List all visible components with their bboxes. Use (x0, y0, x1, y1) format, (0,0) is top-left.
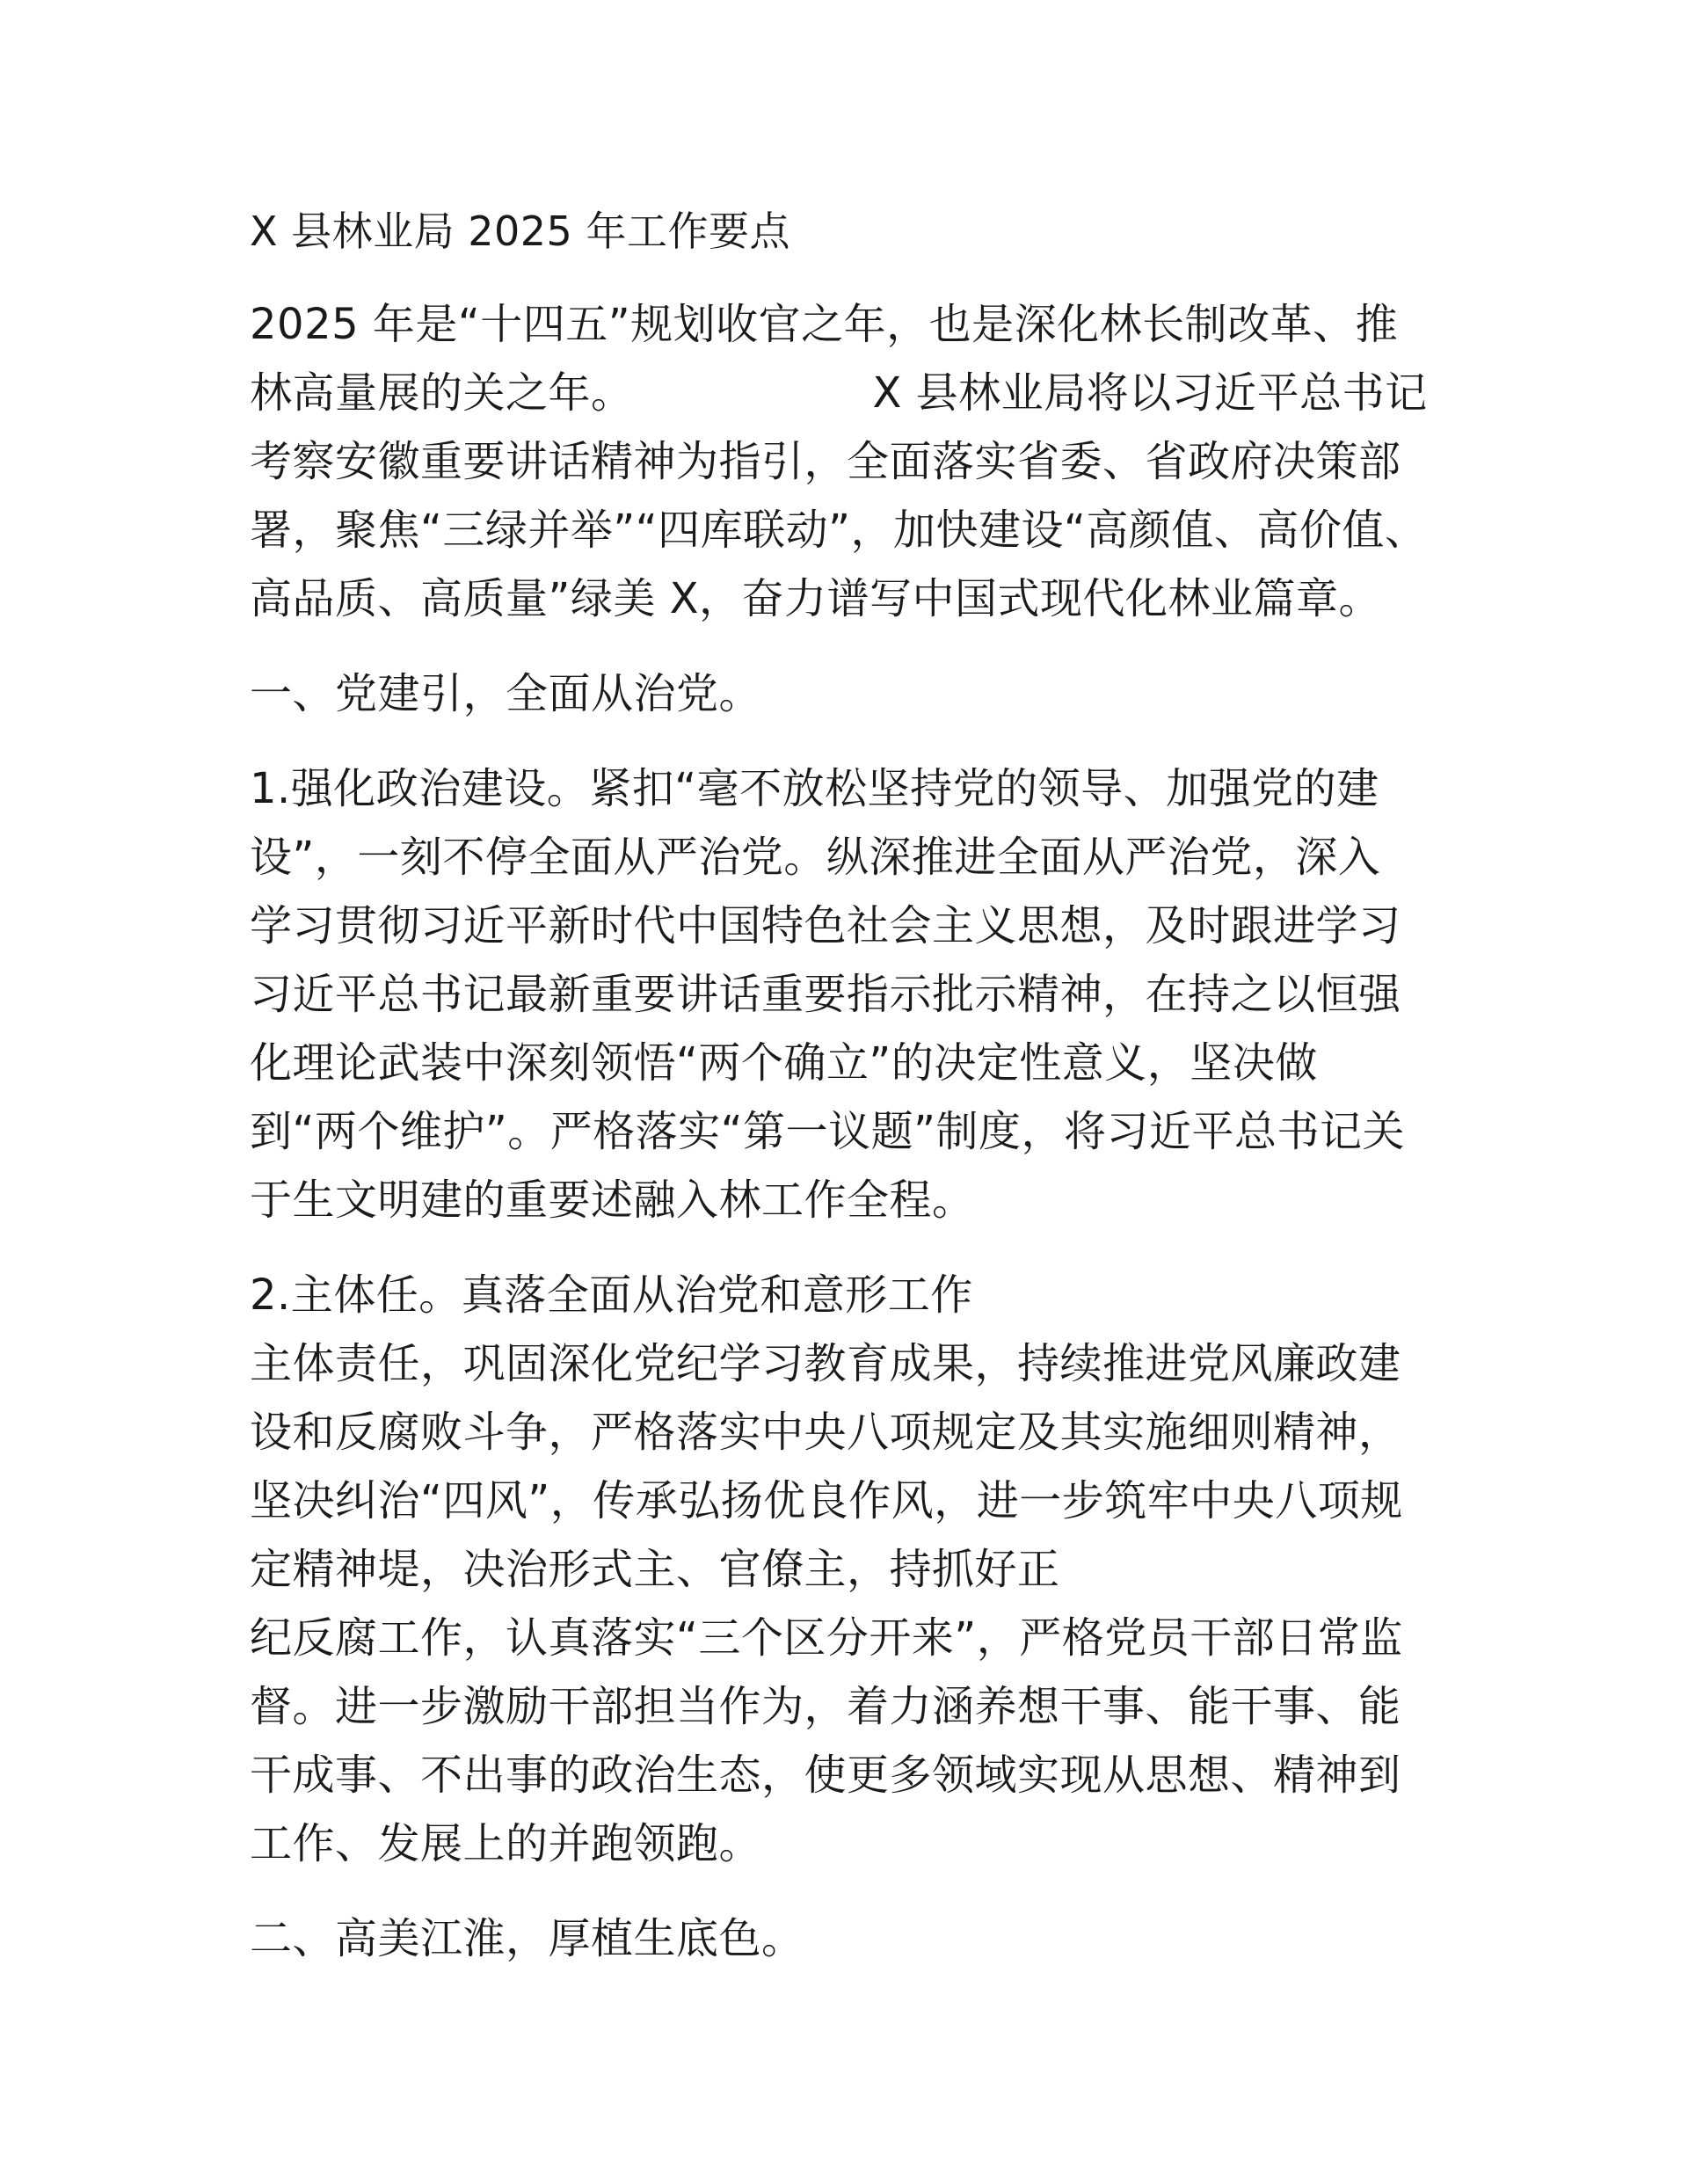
intro-line (250, 359, 1445, 427)
item-line: 工作、发展上的并跑领跑。 (250, 1819, 762, 1868)
item-1-paragraph (250, 754, 1445, 1234)
intro-line: 2025 年是“十四五”规划收官之年，也是深化林长制改革、推 (250, 300, 1399, 349)
intro-line: 署，聚焦“三绿并举”“四库联动”，加快建设“高颜值、高价值、 (250, 506, 1428, 555)
item-line: 纪反腐工作，认真落实“三个区分开来”，严格党员干部日常监 (250, 1613, 1403, 1663)
item-line: 定精神堤，决治形式主、官僚主，持抓好正 (250, 1545, 1060, 1594)
section-heading: 二、高美江淮，厚植生底色。 (250, 1914, 804, 1963)
item-line: 化理论武装中深刻领悟“两个确立”的决定性意义，坚决做 (250, 1038, 1318, 1088)
item-2-paragraph (250, 1261, 1445, 1878)
item-line: 干成事、不出事的政治生态，使更多领域实现从思想、精神到 (250, 1751, 1401, 1800)
item-line: 设”，一刻不停全面从严治党。纵深推进全面从严治党，深入 (250, 833, 1381, 882)
document-title: X 县林业局 2025 年工作要点 (250, 207, 790, 255)
item-line: 到“两个维护”。严格落实“第一议题”制度，将习近平总书记关 (250, 1107, 1405, 1156)
intro-paragraph (250, 290, 1445, 633)
intro-line: 考察安徽重要讲话精神为指引，全面落实省委、省政府决策部 (250, 437, 1401, 486)
item-line: 于生文明建的重要述融入林工作全程。 (250, 1176, 975, 1225)
item-line: 1.强化政治建设。紧扣“毫不放松坚持党的领导、加强党的建 (250, 764, 1379, 813)
item-line: 学习贯彻习近平新时代中国特色社会主义思想，及时跟进学习 (250, 901, 1401, 950)
item-line: 主体责任，巩固深化党纪学习教育成果，持续推进党风廉政建 (250, 1339, 1401, 1388)
item-line: 设和反腐败斗争，严格落实中央八项规定及其实施细则精神， (250, 1408, 1401, 1457)
section-heading: 一、党建引，全面从治党。 (250, 669, 762, 718)
intro-line: 高品质、高质量”绿美 X，奋力谱写中国式现代化林业篇章。 (250, 574, 1382, 623)
item-line: 督。进一步激励干部担当作为，着力涵养想干事、能干事、能 (250, 1682, 1401, 1731)
intro-line-part: X 县林业局将以习近平总书记 (872, 368, 1428, 418)
document-body (250, 200, 1445, 1973)
item-line: 坚决纠治“四风”，传承弘扬优良作风，进一步筑牢中央八项规 (250, 1476, 1403, 1525)
intro-line-part: 林高量展的关之年。 (250, 368, 634, 418)
item-line: 习近平总书记最新重要讲话重要指示批示精神，在持之以恒强 (250, 970, 1401, 1019)
item-line: 2.主体任。真落全面从治党和意形工作 (250, 1270, 973, 1320)
